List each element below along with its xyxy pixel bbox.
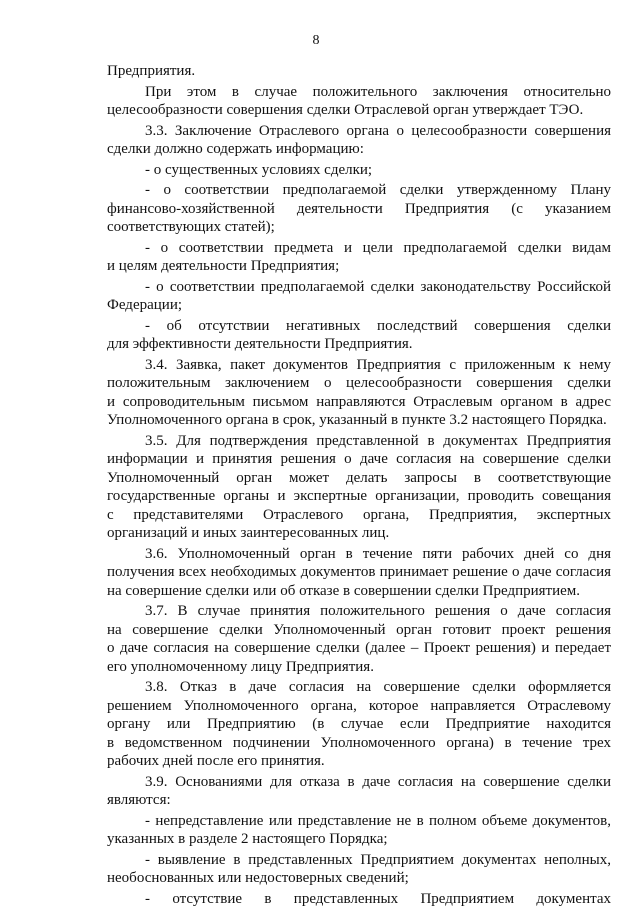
text-line: - о соответствии предмета и цели предполагаемой сделки видам bbox=[107, 239, 611, 258]
text-line: При этом в случае положительного заключения относительно bbox=[107, 83, 611, 102]
text-line: и целям деятельности Предприятия; bbox=[107, 257, 611, 276]
text-line: государственные органы и экспертные организации, проводить совещания bbox=[107, 487, 611, 506]
text-line: указанных в разделе 2 настоящего Порядка; bbox=[107, 830, 611, 849]
text-line: рабочих дней после его принятия. bbox=[107, 752, 611, 771]
text-line: в ведомственном подчинении Уполномоченного органа) в течение трех bbox=[107, 734, 611, 753]
text-line: - непредставление или представление не в полном объеме документов, bbox=[107, 812, 611, 831]
text-line: получения всех необходимых документов принимает решение о даче согласия bbox=[107, 563, 611, 582]
text-line: - отсутствие в представленных Предприятием документах bbox=[107, 890, 611, 908]
text-line: информации и принятия решения о даче согласия на совершение сделки bbox=[107, 450, 611, 469]
text-line: Федерации; bbox=[107, 296, 611, 315]
text-line: организаций и иных заинтересованных лиц. bbox=[107, 524, 611, 543]
text-line: сделки должно содержать информацию: bbox=[107, 140, 611, 159]
text-line: для эффективности деятельности Предприятия. bbox=[107, 335, 611, 354]
text-line: его уполномоченному лицу Предприятия. bbox=[107, 658, 611, 677]
page-number: 8 bbox=[0, 33, 632, 49]
text-line: положительным заключением о целесообразности совершения сделки bbox=[107, 374, 611, 393]
text-line: - выявление в представленных Предприятием документах неполных, bbox=[107, 851, 611, 870]
text-line: решением Уполномоченного органа, которое направляется Отраслевому bbox=[107, 697, 611, 716]
text-line: соответствующих статей); bbox=[107, 218, 611, 237]
text-line: органу или Предприятию (в случае если Предприятие находится bbox=[107, 715, 611, 734]
text-line: Предприятия. bbox=[107, 62, 611, 81]
document-body bbox=[107, 62, 611, 908]
text-line: 3.9. Основаниями для отказа в даче согласия на совершение сделки bbox=[107, 773, 611, 792]
text-line: на совершение сделки или об отказе в совершении сделки Предприятием. bbox=[107, 582, 611, 601]
text-line: являются: bbox=[107, 791, 611, 810]
text-line: - о соответствии предполагаемой сделки утвержденному Плану bbox=[107, 181, 611, 200]
text-line: финансово-хозяйственной деятельности Предприятия (с указанием bbox=[107, 200, 611, 219]
text-line: 3.7. В случае принятия положительного решения о даче согласия bbox=[107, 602, 611, 621]
text-line: на совершение сделки Уполномоченный орган готовит проект решения bbox=[107, 621, 611, 640]
text-line: 3.6. Уполномоченный орган в течение пяти рабочих дней со дня bbox=[107, 545, 611, 564]
text-line: - о соответствии предполагаемой сделки законодательству Российской bbox=[107, 278, 611, 297]
text-line: - о существенных условиях сделки; bbox=[107, 161, 611, 180]
text-line: - об отсутствии негативных последствий совершения сделки bbox=[107, 317, 611, 336]
text-line: Уполномоченного органа в срок, указанный в пункте 3.2 настоящего Порядка. bbox=[107, 411, 611, 430]
text-line: целесообразности совершения сделки Отраслевой орган утверждает ТЭО. bbox=[107, 101, 611, 120]
text-line: Уполномоченный орган может делать запросы в соответствующие bbox=[107, 469, 611, 488]
text-line: о даче согласия на совершение сделки (далее – Проект решения) и передает bbox=[107, 639, 611, 658]
text-line: 3.5. Для подтверждения представленной в документах Предприятия bbox=[107, 432, 611, 451]
text-line: 3.4. Заявка, пакет документов Предприятия с приложенным к нему bbox=[107, 356, 611, 375]
text-line: необоснованных или недостоверных сведений; bbox=[107, 869, 611, 888]
text-line: 3.8. Отказ в даче согласия на совершение сделки оформляется bbox=[107, 678, 611, 697]
text-line: с представителями Отраслевого органа, Предприятия, экспертных bbox=[107, 506, 611, 525]
text-line: 3.3. Заключение Отраслевого органа о целесообразности совершения bbox=[107, 122, 611, 141]
text-line: и сопроводительным письмом направляются Отраслевым органом в адрес bbox=[107, 393, 611, 412]
